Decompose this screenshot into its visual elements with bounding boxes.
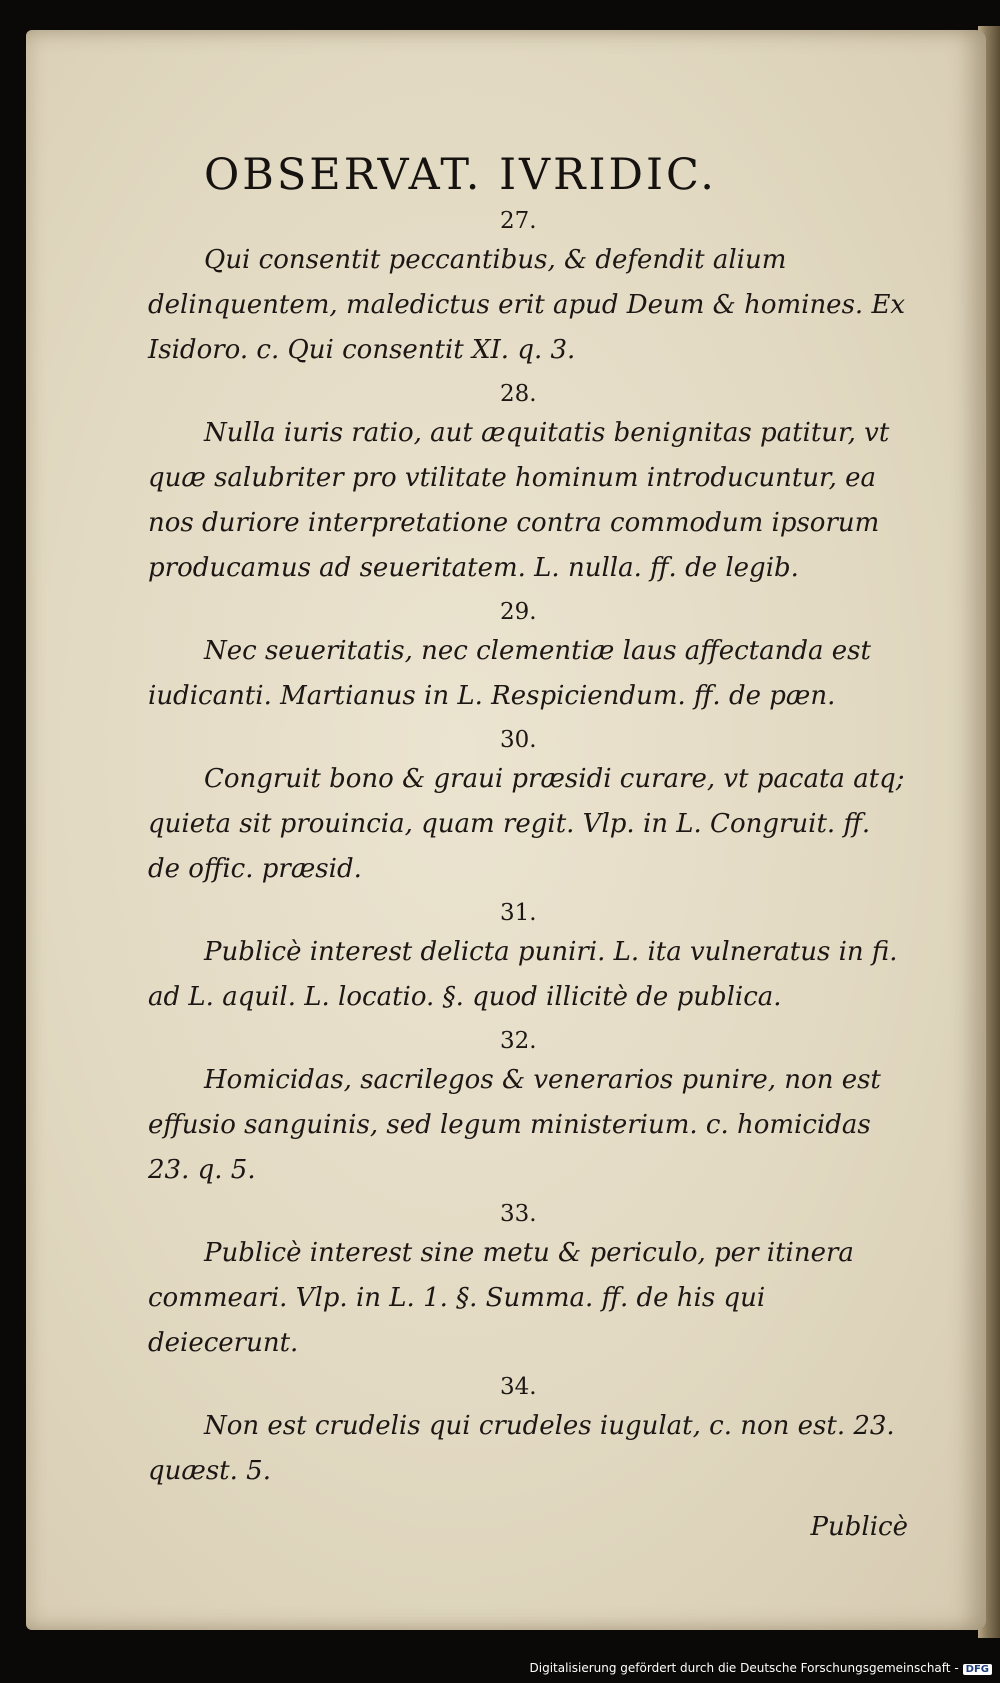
entry-30 (148, 723, 908, 892)
entry-text: Publicè interest delicta puniri. L. ita vulneratus in fi. ad L. aquil. L. locatio. §. quod illicitè de publica. (148, 937, 898, 1012)
entry-34 (148, 1370, 908, 1494)
entry-text: Publicè interest sine metu & periculo, per itinera commeari. Vlp. in L. 1. §. Summa. ff. de his qui deiecerunt. (148, 1238, 854, 1358)
entry-32 (148, 1024, 908, 1193)
entry-text: Qui consentit peccantibus, & defendit alium delinquentem, maledictus erit apud Deum & homines. Ex Isidoro. c. Qui consentit XI. q. 3. (148, 245, 906, 365)
entry-27 (148, 204, 908, 373)
entry-33 (148, 1197, 908, 1366)
entry-28 (148, 377, 908, 591)
entry-number: 33. (500, 1201, 537, 1227)
entry-number: 30. (500, 727, 537, 753)
entry-number: 31. (500, 900, 537, 926)
running-head: OBSERVAT. IVRIDIC. (204, 150, 717, 200)
page-text-block (148, 150, 908, 1542)
entry-text: Congruit bono & graui præsidi curare, vt pacata atq; quieta sit prouincia, quam regit. Vlp. in L. Congruit. ff. de offic. præsid. (148, 764, 905, 884)
credit-text: Digitalisierung gefördert durch die Deutsche Forschungsgemeinschaft - (529, 1661, 959, 1675)
entry-31 (148, 896, 908, 1020)
entry-number: 27. (500, 208, 537, 234)
entry-text: Nulla iuris ratio, aut æquitatis benignitas patitur, vt quæ salubriter pro vtilitate hominum introducuntur, ea nos duriore interpretatione contra commodum ipsorum producamus ad seueritatem. L. nulla. ff. de legib. (148, 418, 890, 583)
entry-number: 34. (500, 1374, 537, 1400)
catchword: Publicè (810, 1512, 908, 1542)
entry-number: 29. (500, 599, 537, 625)
entry-number: 32. (500, 1028, 537, 1054)
entry-number: 28. (500, 381, 537, 407)
dfg-logo: DFG (963, 1664, 992, 1675)
entry-text: Nec seueritatis, nec clementiæ laus affectanda est iudicanti. Martianus in L. Respiciendum. ff. de pæn. (148, 636, 871, 711)
digitization-credit (530, 1661, 993, 1675)
entry-29 (148, 595, 908, 719)
entry-text: Homicidas, sacrilegos & venerarios punire, non est effusio sanguinis, sed legum ministerium. c. homicidas 23. q. 5. (148, 1065, 881, 1185)
entry-text: Non est crudelis qui crudeles iugulat, c. non est. 23. quæst. 5. (148, 1411, 895, 1486)
